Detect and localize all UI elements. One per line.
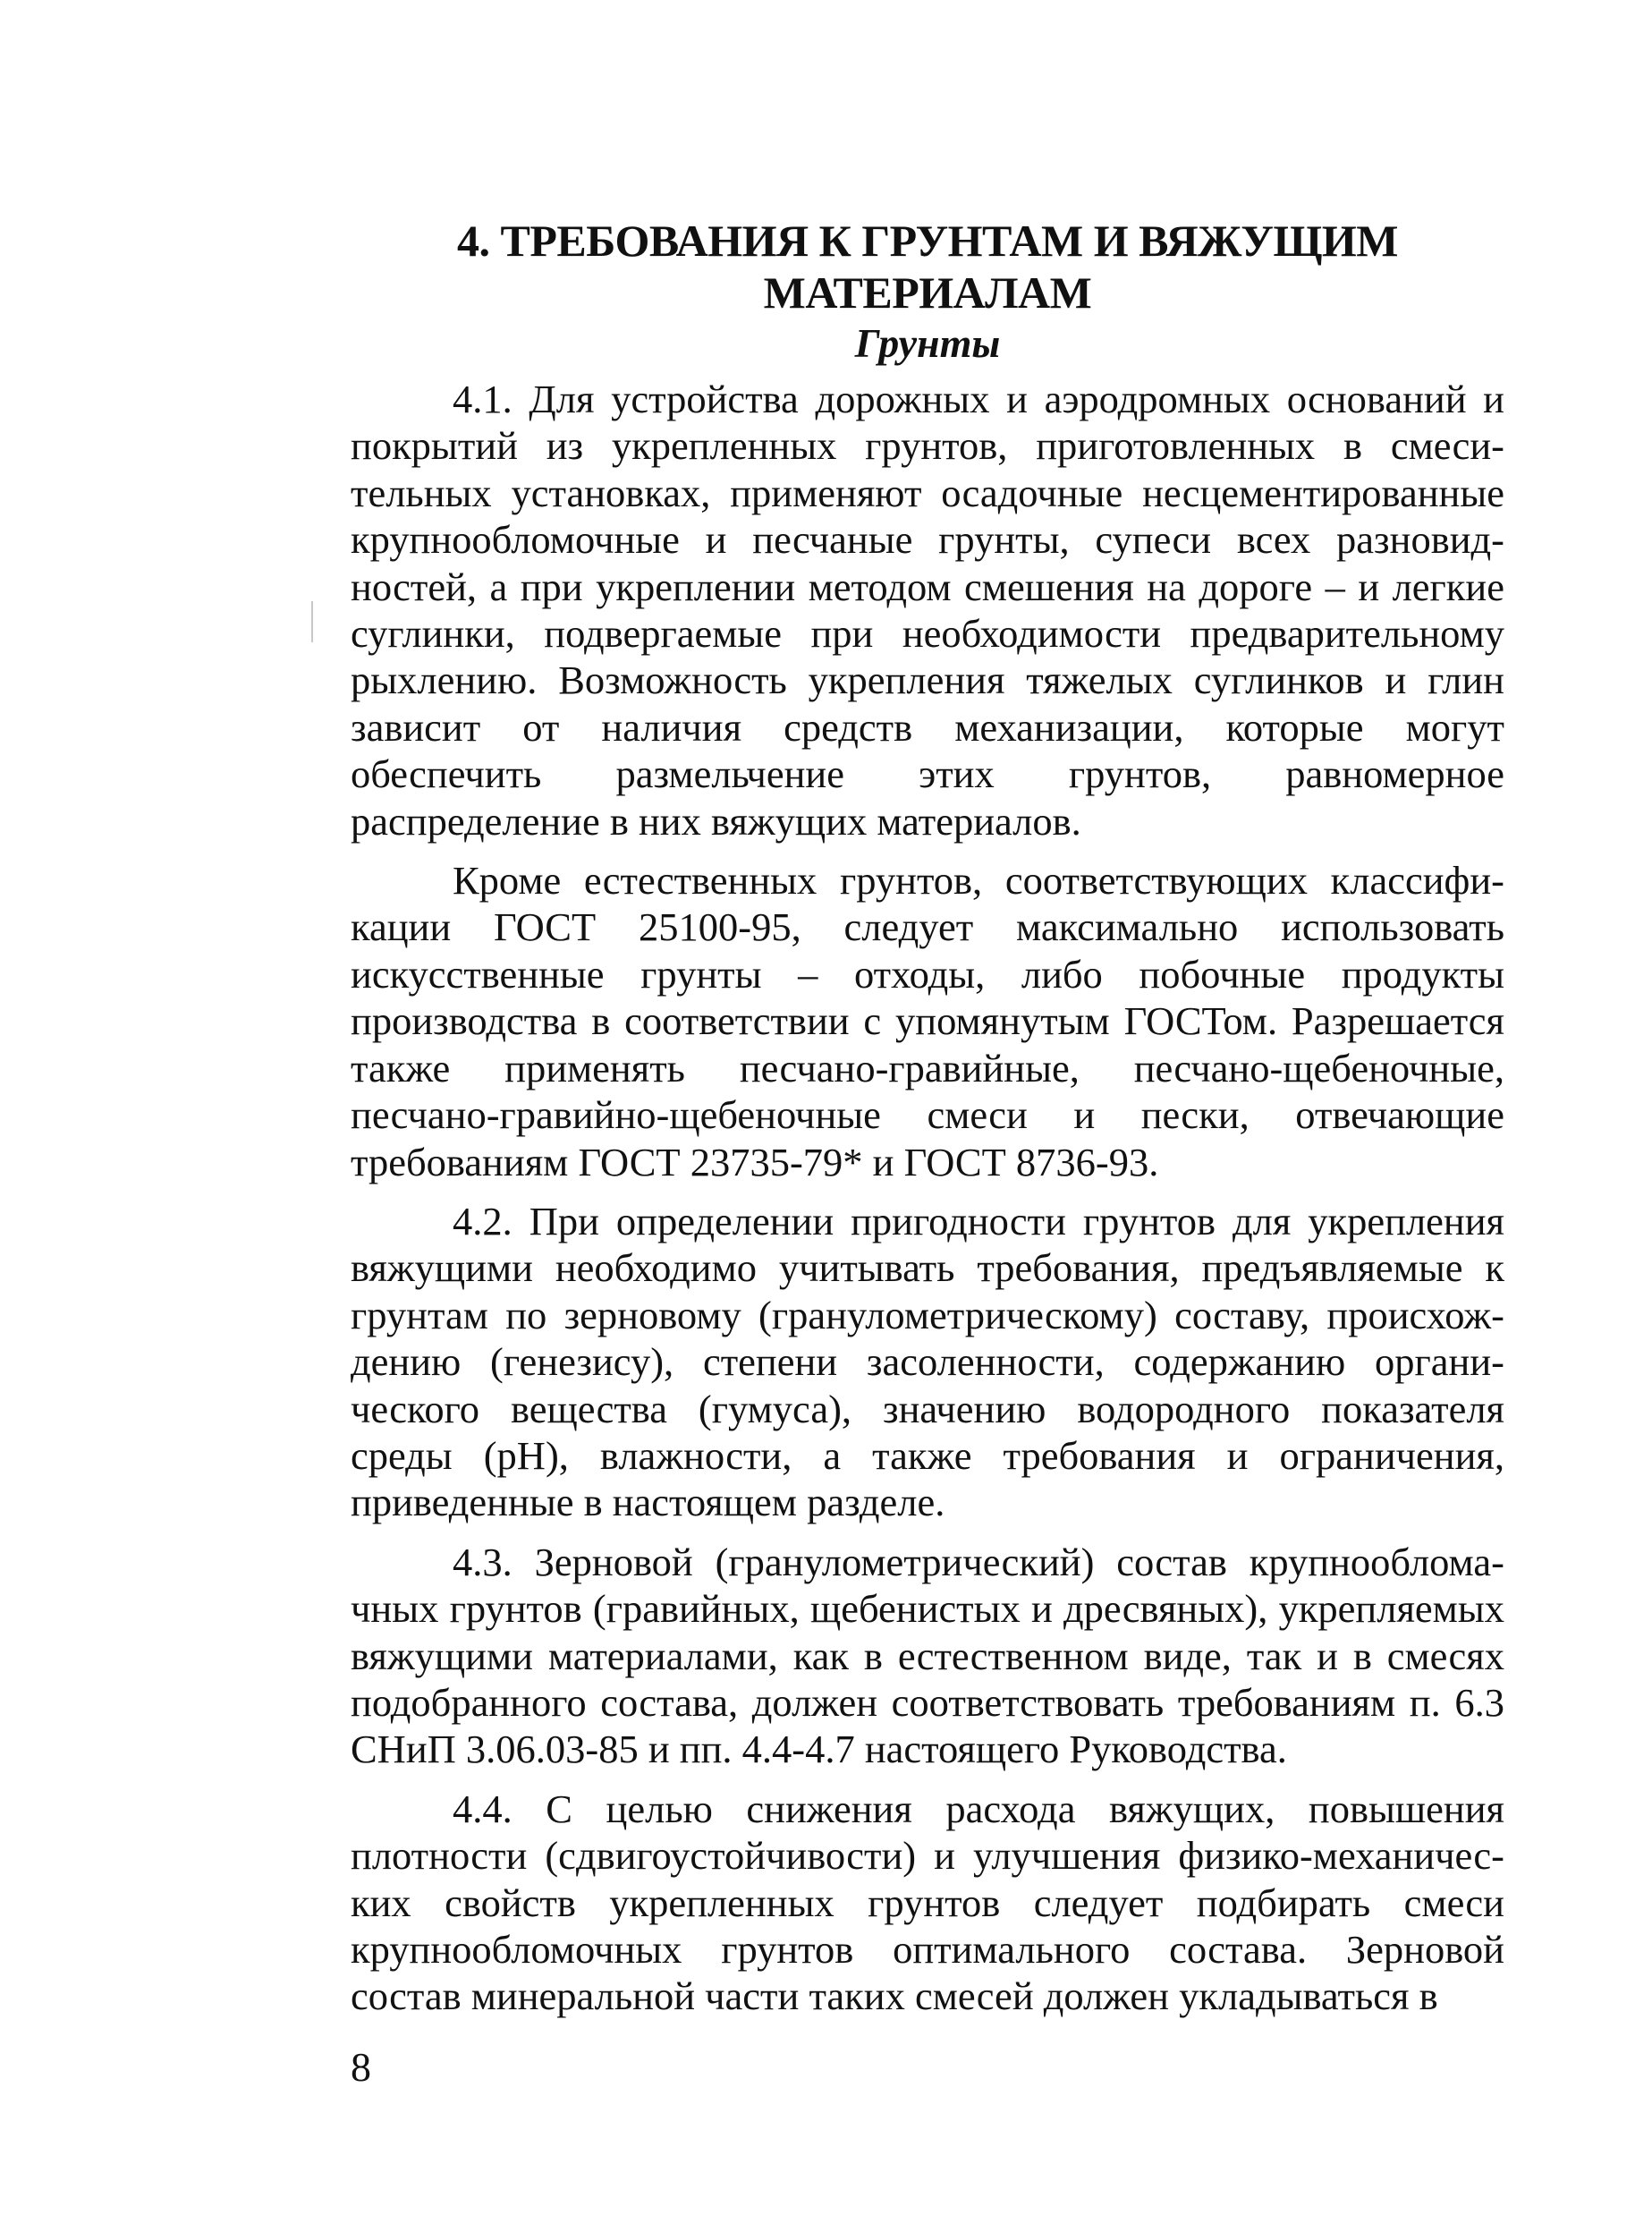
paragraph-4-3: 4.3. Зерновой (гранулометрический) состав крупнообломачных грунтов (гравийных, щебенистых и дресвяных), укрепляемых вяжущими материалами, как в естественном виде, так и в смесях подобранного состава, должен соответствовать требованиям п. 6.3 СНиП 3.06.03-85 и пп. 4.4-4.7 настоящего Руководства. <box>351 1539 1504 1772</box>
paragraph-artificial-soils: Кроме естественных грунтов, соответствующих классификации ГОСТ 25100-95, следует максимально использовать искусственные грунты – отходы, либо побочные продукты производства в соответствии с упомянутым ГОСТом. Разрешается также применять песчано-гравийные, песчано-щебеночные, песчано-гравийно-щебеночные смеси и пески, отвечающие требованиям ГОСТ 23735-79* и ГОСТ 8736-93. <box>351 858 1504 1184</box>
section-title: 4. ТРЕБОВАНИЯ К ГРУНТАМ И ВЯЖУЩИМ МАТЕРИАЛАМ <box>457 216 1398 318</box>
paragraph-4-1: 4.1. Для устройства дорожных и аэродромных оснований и покрытий из укрепленных грунтов, приготовленных в смесительных установках, применяют осадочные несцементированные крупнообломочные и песчаные грунты, супеси всех разновидностей, а при укреплении методом смешения на дороге – и легкие суглинки, подвергаемые при необходимости предварительному рыхлению. Возможность укрепления тяжелых суглинков и глин зависит от наличия средств механизации, которые могут обеспечить размельчение этих грунтов, равномерное распределение в них вяжущих материалов. <box>351 377 1504 844</box>
page-number: 8 <box>351 2044 371 2090</box>
subsection-title: Грунты <box>854 320 1001 366</box>
paragraph-4-2: 4.2. При определении пригодности грунтов для укрепления вяжущими необходимо учитывать требования, предъявляемые к грунтам по зерновому (гранулометрическому) составу, происхождению (генезису), степени засоленности, содержанию органического вещества (гумуса), значению водородного показателя среды (pH), влажности, а также требования и ограничения, приведенные в настоящем разделе. <box>351 1198 1504 1525</box>
text-column <box>351 215 1504 2033</box>
paragraph-4-4: 4.4. С целью снижения расхода вяжущих, повышения плотности (сдвигоустойчивости) и улучшения физико-механических свойств укрепленных грунтов следует подбирать смеси крупнообломочных грунтов оптимального состава. Зерновой состав минеральной части таких смесей должен укладываться в <box>351 1786 1504 2019</box>
margin-mark <box>311 601 313 642</box>
